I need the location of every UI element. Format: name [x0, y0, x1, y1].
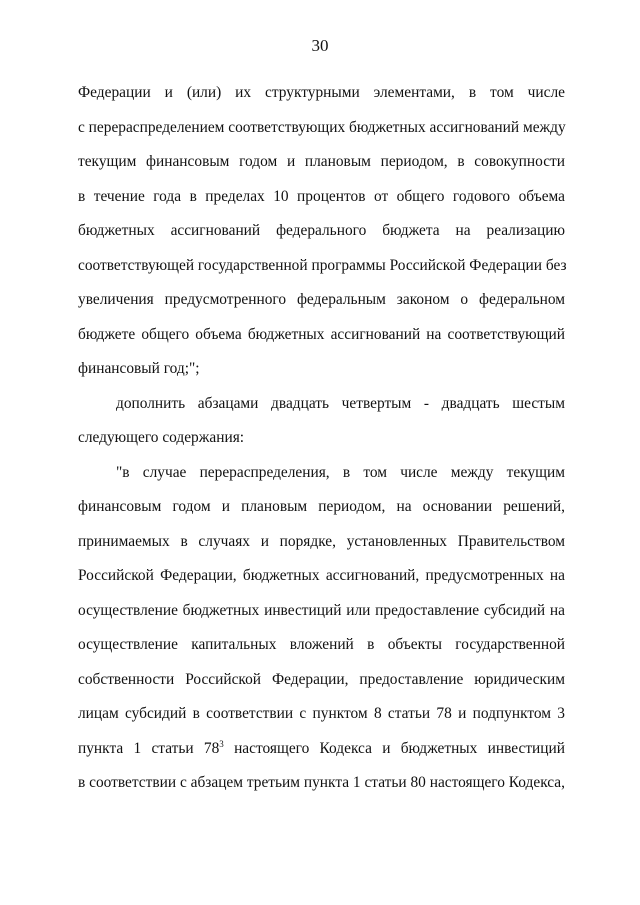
text-line: лицам субсидий в соответствии с пунктом 8 статьи 78 и подпунктом 3: [78, 705, 565, 722]
text-line: Российской Федерации, бюджетных ассигнований, предусмотренных на: [78, 567, 565, 584]
text-line: осуществление бюджетных инвестиций или предоставление субсидий на: [78, 601, 565, 619]
paragraph: [78, 387, 565, 456]
text-line: бюджете общего объема бюджетных ассигнований на соответствующий: [78, 325, 565, 343]
text-line: с перераспределением соответствующих бюджетных ассигнований между: [78, 118, 566, 136]
text-line: осуществление капитальных вложений в объекты государственной: [78, 636, 565, 653]
text-line: финансовый год;";: [78, 360, 200, 377]
paragraph: [78, 76, 565, 387]
text-line: в соответствии с абзацем третьим пункта 1 статьи 80 настоящего Кодекса,: [78, 774, 565, 791]
text-line: увеличения предусмотренного федеральным законом о федеральном: [78, 291, 565, 308]
text-line: соответствующей государственной программы Российской Федерации без: [78, 256, 567, 274]
text-line: финансовым годом и плановым периодом, на основании решений,: [78, 498, 565, 515]
text-line: принимаемых в случаях и порядке, установленных Правительством: [78, 532, 565, 550]
page-number: 30: [311, 36, 329, 55]
paragraph: [78, 456, 565, 801]
document-body: [78, 76, 565, 801]
text-line: собственности Российской Федерации, предоставление юридическим: [78, 670, 565, 688]
text-line: пункта 1 статьи $78^3$ настоящего Кодекса и бюджетных инвестиций: [78, 738, 565, 757]
text-line: дополнить абзацами двадцать четвертым - двадцать шестым: [116, 394, 565, 412]
text-line: следующего содержания:: [78, 429, 245, 446]
text-line: текущим финансовым годом и плановым периодом, в совокупности: [78, 153, 565, 170]
text-line: в течение года в пределах 10 процентов от общего годового объема: [78, 187, 565, 205]
text-line: "в случае перераспределения, в том числе между текущим: [116, 463, 565, 481]
text-line: Федерации и (или) их структурными элементами, в том числе: [78, 84, 565, 101]
superscript: 3: [219, 738, 224, 749]
text-line: бюджетных ассигнований федерального бюджета на реализацию: [78, 222, 565, 239]
